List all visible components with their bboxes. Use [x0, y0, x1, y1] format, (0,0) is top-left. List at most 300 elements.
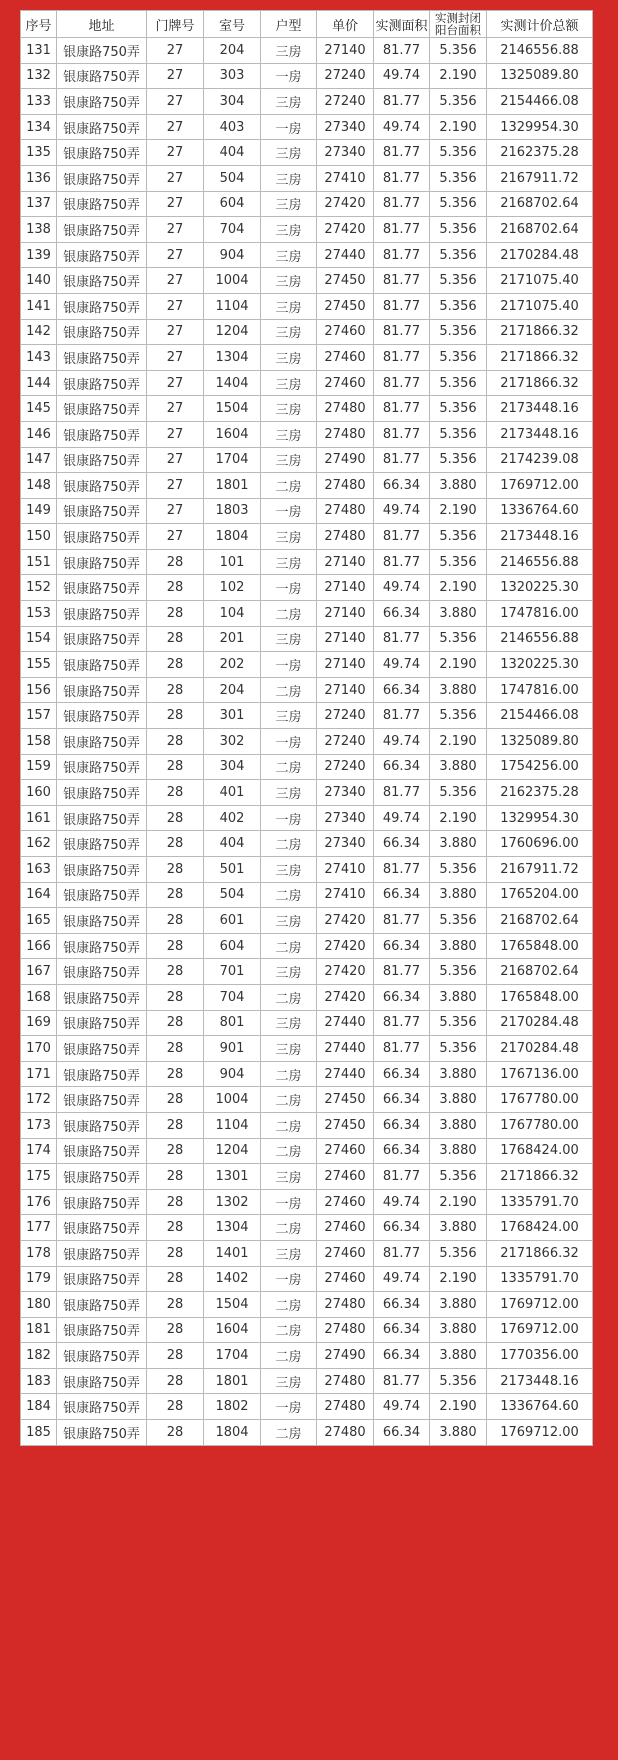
cell-building-number: 27	[147, 498, 204, 524]
cell-building-number: 28	[147, 1010, 204, 1036]
cell-serial: 147	[21, 447, 57, 473]
cell-balcony-area: 3.880	[430, 882, 487, 908]
cell-unit-type: 二房	[261, 1112, 317, 1138]
table-row	[21, 882, 593, 908]
cell-unit-type: 三房	[261, 524, 317, 550]
cell-balcony-area: 5.356	[430, 242, 487, 268]
cell-address: 银康路750弄	[57, 217, 147, 243]
cell-address: 银康路750弄	[57, 447, 147, 473]
cell-measured-area: 49.74	[374, 575, 430, 601]
cell-unit-price: 27480	[317, 1420, 374, 1446]
cell-address: 银康路750弄	[57, 1061, 147, 1087]
table-row	[21, 140, 593, 166]
cell-measured-area: 81.77	[374, 242, 430, 268]
cell-total-price: 1747816.00	[487, 601, 593, 627]
cell-unit-price: 27140	[317, 601, 374, 627]
cell-serial: 150	[21, 524, 57, 550]
cell-address: 银康路750弄	[57, 242, 147, 268]
table-row	[21, 1394, 593, 1420]
cell-unit-type: 三房	[261, 319, 317, 345]
cell-unit-type: 二房	[261, 1420, 317, 1446]
cell-measured-area: 66.34	[374, 1138, 430, 1164]
table-row	[21, 319, 593, 345]
cell-measured-area: 81.77	[374, 89, 430, 115]
table-row	[21, 1010, 593, 1036]
table-row	[21, 831, 593, 857]
cell-unit-price: 27140	[317, 38, 374, 64]
cell-unit-price: 27460	[317, 345, 374, 371]
cell-building-number: 28	[147, 729, 204, 755]
cell-building-number: 28	[147, 575, 204, 601]
cell-total-price: 2162375.28	[487, 780, 593, 806]
header-address: 地址	[57, 11, 147, 38]
cell-total-price: 2171866.32	[487, 370, 593, 396]
table-row	[21, 754, 593, 780]
cell-serial: 158	[21, 729, 57, 755]
cell-room-number: 204	[204, 677, 261, 703]
cell-total-price: 2171866.32	[487, 1240, 593, 1266]
cell-unit-price: 27460	[317, 1164, 374, 1190]
cell-address: 银康路750弄	[57, 1394, 147, 1420]
cell-balcony-area: 3.880	[430, 933, 487, 959]
cell-unit-price: 27450	[317, 1112, 374, 1138]
cell-unit-type: 一房	[261, 805, 317, 831]
cell-unit-price: 27460	[317, 1189, 374, 1215]
cell-balcony-area: 3.880	[430, 754, 487, 780]
table-row	[21, 421, 593, 447]
cell-serial: 175	[21, 1164, 57, 1190]
table-row	[21, 165, 593, 191]
cell-address: 银康路750弄	[57, 1036, 147, 1062]
cell-address: 银康路750弄	[57, 1010, 147, 1036]
cell-total-price: 2146556.88	[487, 549, 593, 575]
cell-serial: 183	[21, 1368, 57, 1394]
cell-measured-area: 81.77	[374, 703, 430, 729]
table-row	[21, 933, 593, 959]
cell-building-number: 27	[147, 396, 204, 422]
cell-room-number: 102	[204, 575, 261, 601]
cell-measured-area: 81.77	[374, 370, 430, 396]
cell-total-price: 2168702.64	[487, 191, 593, 217]
cell-address: 银康路750弄	[57, 1420, 147, 1446]
cell-unit-type: 三房	[261, 1036, 317, 1062]
cell-room-number: 904	[204, 242, 261, 268]
cell-building-number: 27	[147, 319, 204, 345]
cell-balcony-area: 2.190	[430, 575, 487, 601]
cell-total-price: 2170284.48	[487, 1010, 593, 1036]
cell-address: 银康路750弄	[57, 754, 147, 780]
cell-building-number: 28	[147, 882, 204, 908]
cell-unit-type: 三房	[261, 242, 317, 268]
cell-building-number: 28	[147, 908, 204, 934]
cell-measured-area: 49.74	[374, 1266, 430, 1292]
cell-unit-type: 一房	[261, 1189, 317, 1215]
cell-balcony-area: 5.356	[430, 217, 487, 243]
cell-room-number: 1802	[204, 1394, 261, 1420]
cell-unit-type: 二房	[261, 1317, 317, 1343]
cell-total-price: 1329954.30	[487, 114, 593, 140]
cell-building-number: 28	[147, 703, 204, 729]
cell-room-number: 504	[204, 165, 261, 191]
cell-building-number: 28	[147, 780, 204, 806]
cell-balcony-area: 5.356	[430, 703, 487, 729]
cell-address: 银康路750弄	[57, 601, 147, 627]
cell-measured-area: 66.34	[374, 677, 430, 703]
cell-room-number: 204	[204, 38, 261, 64]
cell-unit-type: 三房	[261, 293, 317, 319]
cell-room-number: 1804	[204, 524, 261, 550]
cell-serial: 178	[21, 1240, 57, 1266]
cell-serial: 159	[21, 754, 57, 780]
cell-measured-area: 81.77	[374, 857, 430, 883]
table-body	[21, 38, 593, 1446]
cell-room-number: 402	[204, 805, 261, 831]
cell-serial: 160	[21, 780, 57, 806]
cell-total-price: 2171866.32	[487, 319, 593, 345]
cell-unit-price: 27340	[317, 780, 374, 806]
cell-balcony-area: 5.356	[430, 857, 487, 883]
cell-building-number: 27	[147, 140, 204, 166]
table-row	[21, 242, 593, 268]
cell-unit-type: 二房	[261, 1343, 317, 1369]
cell-room-number: 801	[204, 1010, 261, 1036]
cell-total-price: 1335791.70	[487, 1266, 593, 1292]
cell-total-price: 1769712.00	[487, 1317, 593, 1343]
cell-unit-type: 三房	[261, 1164, 317, 1190]
table-row	[21, 473, 593, 499]
cell-building-number: 27	[147, 114, 204, 140]
cell-unit-type: 三房	[261, 1010, 317, 1036]
cell-balcony-area: 5.356	[430, 396, 487, 422]
cell-unit-price: 27480	[317, 1317, 374, 1343]
cell-room-number: 904	[204, 1061, 261, 1087]
cell-balcony-area: 3.880	[430, 1420, 487, 1446]
cell-balcony-area: 3.880	[430, 1343, 487, 1369]
cell-total-price: 2173448.16	[487, 1368, 593, 1394]
cell-balcony-area: 3.880	[430, 984, 487, 1010]
cell-unit-price: 27480	[317, 396, 374, 422]
cell-unit-type: 三房	[261, 140, 317, 166]
cell-room-number: 1402	[204, 1266, 261, 1292]
cell-unit-type: 二房	[261, 984, 317, 1010]
cell-address: 银康路750弄	[57, 1164, 147, 1190]
cell-unit-type: 二房	[261, 831, 317, 857]
cell-measured-area: 66.34	[374, 601, 430, 627]
cell-building-number: 28	[147, 1266, 204, 1292]
cell-building-number: 28	[147, 1138, 204, 1164]
cell-total-price: 1760696.00	[487, 831, 593, 857]
table-row	[21, 447, 593, 473]
cell-unit-price: 27420	[317, 908, 374, 934]
cell-room-number: 201	[204, 626, 261, 652]
price-table	[20, 10, 593, 1446]
cell-unit-type: 二房	[261, 473, 317, 499]
cell-unit-type: 三房	[261, 780, 317, 806]
cell-balcony-area: 3.880	[430, 1215, 487, 1241]
cell-measured-area: 66.34	[374, 882, 430, 908]
cell-building-number: 28	[147, 984, 204, 1010]
cell-unit-type: 一房	[261, 498, 317, 524]
cell-measured-area: 49.74	[374, 498, 430, 524]
table-row	[21, 908, 593, 934]
cell-unit-price: 27340	[317, 805, 374, 831]
cell-room-number: 1304	[204, 345, 261, 371]
cell-unit-type: 三房	[261, 908, 317, 934]
cell-building-number: 28	[147, 1164, 204, 1190]
cell-address: 银康路750弄	[57, 524, 147, 550]
cell-unit-type: 三房	[261, 421, 317, 447]
cell-serial: 171	[21, 1061, 57, 1087]
cell-room-number: 1804	[204, 1420, 261, 1446]
cell-total-price: 2171075.40	[487, 293, 593, 319]
header-unit-type: 户型	[261, 11, 317, 38]
table-row	[21, 857, 593, 883]
cell-measured-area: 49.74	[374, 729, 430, 755]
table-row	[21, 191, 593, 217]
table-row	[21, 63, 593, 89]
cell-unit-price: 27460	[317, 1266, 374, 1292]
cell-balcony-area: 2.190	[430, 1189, 487, 1215]
cell-unit-price: 27410	[317, 882, 374, 908]
cell-balcony-area: 2.190	[430, 1266, 487, 1292]
cell-building-number: 27	[147, 345, 204, 371]
cell-address: 银康路750弄	[57, 805, 147, 831]
cell-room-number: 1204	[204, 319, 261, 345]
cell-measured-area: 66.34	[374, 1061, 430, 1087]
table-row	[21, 652, 593, 678]
cell-measured-area: 81.77	[374, 959, 430, 985]
cell-building-number: 28	[147, 1087, 204, 1113]
cell-balcony-area: 5.356	[430, 1368, 487, 1394]
cell-room-number: 304	[204, 89, 261, 115]
cell-unit-type: 三房	[261, 268, 317, 294]
cell-total-price: 2168702.64	[487, 959, 593, 985]
table-row	[21, 1061, 593, 1087]
cell-balcony-area: 5.356	[430, 626, 487, 652]
cell-unit-type: 二房	[261, 677, 317, 703]
cell-building-number: 27	[147, 370, 204, 396]
cell-building-number: 28	[147, 933, 204, 959]
cell-unit-type: 一房	[261, 63, 317, 89]
cell-serial: 149	[21, 498, 57, 524]
cell-unit-price: 27140	[317, 549, 374, 575]
cell-room-number: 403	[204, 114, 261, 140]
table-row	[21, 780, 593, 806]
cell-balcony-area: 5.356	[430, 1164, 487, 1190]
cell-balcony-area: 5.356	[430, 370, 487, 396]
cell-balcony-area: 5.356	[430, 421, 487, 447]
cell-total-price: 2171866.32	[487, 1164, 593, 1190]
cell-room-number: 1302	[204, 1189, 261, 1215]
cell-unit-price: 27340	[317, 831, 374, 857]
cell-unit-price: 27480	[317, 1292, 374, 1318]
cell-building-number: 28	[147, 959, 204, 985]
cell-balcony-area: 5.356	[430, 345, 487, 371]
cell-balcony-area: 5.356	[430, 89, 487, 115]
cell-serial: 169	[21, 1010, 57, 1036]
cell-unit-price: 27460	[317, 319, 374, 345]
table-row	[21, 677, 593, 703]
cell-serial: 182	[21, 1343, 57, 1369]
cell-unit-price: 27240	[317, 754, 374, 780]
cell-serial: 155	[21, 652, 57, 678]
cell-measured-area: 81.77	[374, 217, 430, 243]
cell-room-number: 303	[204, 63, 261, 89]
cell-unit-price: 27460	[317, 370, 374, 396]
table-row	[21, 805, 593, 831]
cell-measured-area: 81.77	[374, 293, 430, 319]
cell-balcony-area: 5.356	[430, 1036, 487, 1062]
cell-balcony-area: 3.880	[430, 1112, 487, 1138]
cell-total-price: 1769712.00	[487, 1292, 593, 1318]
cell-address: 银康路750弄	[57, 268, 147, 294]
cell-room-number: 1504	[204, 396, 261, 422]
cell-address: 银康路750弄	[57, 549, 147, 575]
cell-room-number: 302	[204, 729, 261, 755]
cell-room-number: 301	[204, 703, 261, 729]
cell-total-price: 2168702.64	[487, 217, 593, 243]
cell-total-price: 2171075.40	[487, 268, 593, 294]
cell-measured-area: 66.34	[374, 984, 430, 1010]
table-row	[21, 1240, 593, 1266]
cell-room-number: 604	[204, 933, 261, 959]
cell-unit-price: 27440	[317, 242, 374, 268]
cell-measured-area: 81.77	[374, 319, 430, 345]
cell-building-number: 28	[147, 1420, 204, 1446]
table-row	[21, 1292, 593, 1318]
cell-unit-type: 二房	[261, 882, 317, 908]
cell-room-number: 701	[204, 959, 261, 985]
cell-unit-type: 一房	[261, 575, 317, 601]
cell-serial: 167	[21, 959, 57, 985]
cell-address: 银康路750弄	[57, 63, 147, 89]
table-row	[21, 1343, 593, 1369]
cell-measured-area: 81.77	[374, 268, 430, 294]
cell-measured-area: 81.77	[374, 447, 430, 473]
cell-unit-type: 一房	[261, 1266, 317, 1292]
cell-building-number: 28	[147, 805, 204, 831]
cell-total-price: 2174239.08	[487, 447, 593, 473]
cell-room-number: 1404	[204, 370, 261, 396]
cell-total-price: 1770356.00	[487, 1343, 593, 1369]
cell-address: 银康路750弄	[57, 1189, 147, 1215]
cell-building-number: 28	[147, 1061, 204, 1087]
header-serial: 序号	[21, 11, 57, 38]
cell-building-number: 28	[147, 1394, 204, 1420]
cell-measured-area: 66.34	[374, 933, 430, 959]
cell-unit-type: 三房	[261, 959, 317, 985]
cell-serial: 162	[21, 831, 57, 857]
cell-total-price: 1765204.00	[487, 882, 593, 908]
cell-total-price: 1769712.00	[487, 1420, 593, 1446]
cell-unit-type: 二房	[261, 1087, 317, 1113]
cell-building-number: 28	[147, 831, 204, 857]
cell-serial: 166	[21, 933, 57, 959]
cell-balcony-area: 5.356	[430, 293, 487, 319]
cell-balcony-area: 5.356	[430, 1010, 487, 1036]
cell-building-number: 27	[147, 421, 204, 447]
cell-total-price: 2173448.16	[487, 421, 593, 447]
cell-room-number: 101	[204, 549, 261, 575]
cell-unit-type: 二房	[261, 1061, 317, 1087]
cell-balcony-area: 5.356	[430, 780, 487, 806]
cell-total-price: 1767780.00	[487, 1112, 593, 1138]
cell-measured-area: 49.74	[374, 114, 430, 140]
cell-room-number: 104	[204, 601, 261, 627]
cell-building-number: 28	[147, 754, 204, 780]
cell-measured-area: 66.34	[374, 1420, 430, 1446]
cell-balcony-area: 5.356	[430, 908, 487, 934]
table-row	[21, 959, 593, 985]
cell-unit-type: 二房	[261, 754, 317, 780]
cell-address: 银康路750弄	[57, 89, 147, 115]
cell-unit-type: 二房	[261, 1215, 317, 1241]
cell-serial: 138	[21, 217, 57, 243]
cell-address: 银康路750弄	[57, 1368, 147, 1394]
cell-serial: 163	[21, 857, 57, 883]
cell-room-number: 1301	[204, 1164, 261, 1190]
cell-balcony-area: 5.356	[430, 524, 487, 550]
cell-serial: 177	[21, 1215, 57, 1241]
cell-serial: 161	[21, 805, 57, 831]
cell-serial: 135	[21, 140, 57, 166]
cell-total-price: 1765848.00	[487, 933, 593, 959]
cell-unit-price: 27480	[317, 473, 374, 499]
cell-serial: 180	[21, 1292, 57, 1318]
cell-serial: 176	[21, 1189, 57, 1215]
cell-building-number: 28	[147, 601, 204, 627]
cell-address: 银康路750弄	[57, 1240, 147, 1266]
cell-measured-area: 49.74	[374, 1189, 430, 1215]
cell-serial: 152	[21, 575, 57, 601]
cell-building-number: 28	[147, 652, 204, 678]
cell-room-number: 604	[204, 191, 261, 217]
cell-unit-type: 三房	[261, 217, 317, 243]
cell-unit-type: 三房	[261, 549, 317, 575]
cell-serial: 157	[21, 703, 57, 729]
cell-serial: 184	[21, 1394, 57, 1420]
table-row	[21, 1215, 593, 1241]
cell-unit-price: 27460	[317, 1138, 374, 1164]
cell-unit-price: 27490	[317, 1343, 374, 1369]
cell-room-number: 501	[204, 857, 261, 883]
cell-balcony-area: 2.190	[430, 652, 487, 678]
cell-building-number: 27	[147, 217, 204, 243]
cell-unit-price: 27240	[317, 703, 374, 729]
cell-building-number: 28	[147, 1215, 204, 1241]
cell-building-number: 27	[147, 242, 204, 268]
header-unit-price: 单价	[317, 11, 374, 38]
cell-measured-area: 81.77	[374, 908, 430, 934]
cell-address: 银康路750弄	[57, 345, 147, 371]
cell-serial: 144	[21, 370, 57, 396]
cell-building-number: 28	[147, 626, 204, 652]
cell-serial: 181	[21, 1317, 57, 1343]
cell-building-number: 27	[147, 89, 204, 115]
cell-building-number: 28	[147, 1292, 204, 1318]
cell-address: 银康路750弄	[57, 652, 147, 678]
cell-building-number: 27	[147, 447, 204, 473]
cell-measured-area: 66.34	[374, 1215, 430, 1241]
cell-unit-price: 27420	[317, 984, 374, 1010]
cell-unit-price: 27240	[317, 89, 374, 115]
cell-room-number: 901	[204, 1036, 261, 1062]
cell-balcony-area: 3.880	[430, 677, 487, 703]
cell-unit-price: 27480	[317, 524, 374, 550]
cell-address: 银康路750弄	[57, 677, 147, 703]
cell-balcony-area: 5.356	[430, 268, 487, 294]
cell-serial: 172	[21, 1087, 57, 1113]
